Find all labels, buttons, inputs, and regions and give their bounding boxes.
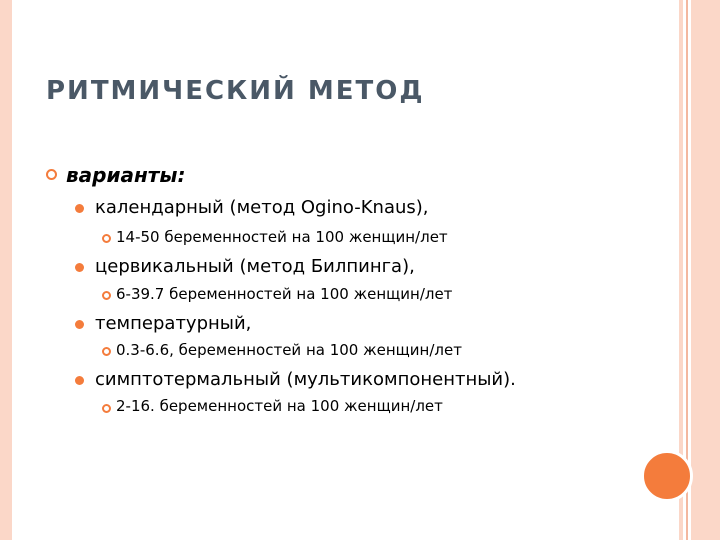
- list-item-label: симптотермальный (мультикомпонентный).: [95, 369, 516, 390]
- dot-bullet-icon: [75, 320, 84, 329]
- list-item-label: календарный (метод Ogino-Knaus),: [95, 197, 429, 218]
- dot-bullet-icon: [75, 376, 84, 385]
- decorative-circle: [641, 450, 693, 502]
- dot-bullet-icon: [75, 204, 84, 213]
- list-item-detail: 14-50 беременностей на 100 женщин/лет: [116, 228, 448, 246]
- ring-bullet-icon: [102, 234, 111, 243]
- ring-bullet-icon: [102, 404, 111, 413]
- list-item-detail: 0.3-6.6, беременностей на 100 женщин/лет: [116, 341, 462, 359]
- variants-heading: варианты:: [66, 163, 186, 187]
- left-border: [0, 0, 12, 540]
- list-item-label: цервикальный (метод Билпинга),: [95, 256, 415, 277]
- list-item-detail: 6-39.7 беременностей на 100 женщин/лет: [116, 285, 453, 303]
- list-item-label: температурный,: [95, 313, 252, 334]
- ring-bullet-icon: [102, 291, 111, 300]
- ring-bullet-icon: [46, 169, 57, 180]
- ring-bullet-icon: [102, 347, 111, 356]
- slide-title: РИТМИЧЕСКИЙ МЕТОД: [46, 76, 425, 106]
- list-item-detail: 2-16. беременностей на 100 женщин/лет: [116, 397, 443, 415]
- dot-bullet-icon: [75, 263, 84, 272]
